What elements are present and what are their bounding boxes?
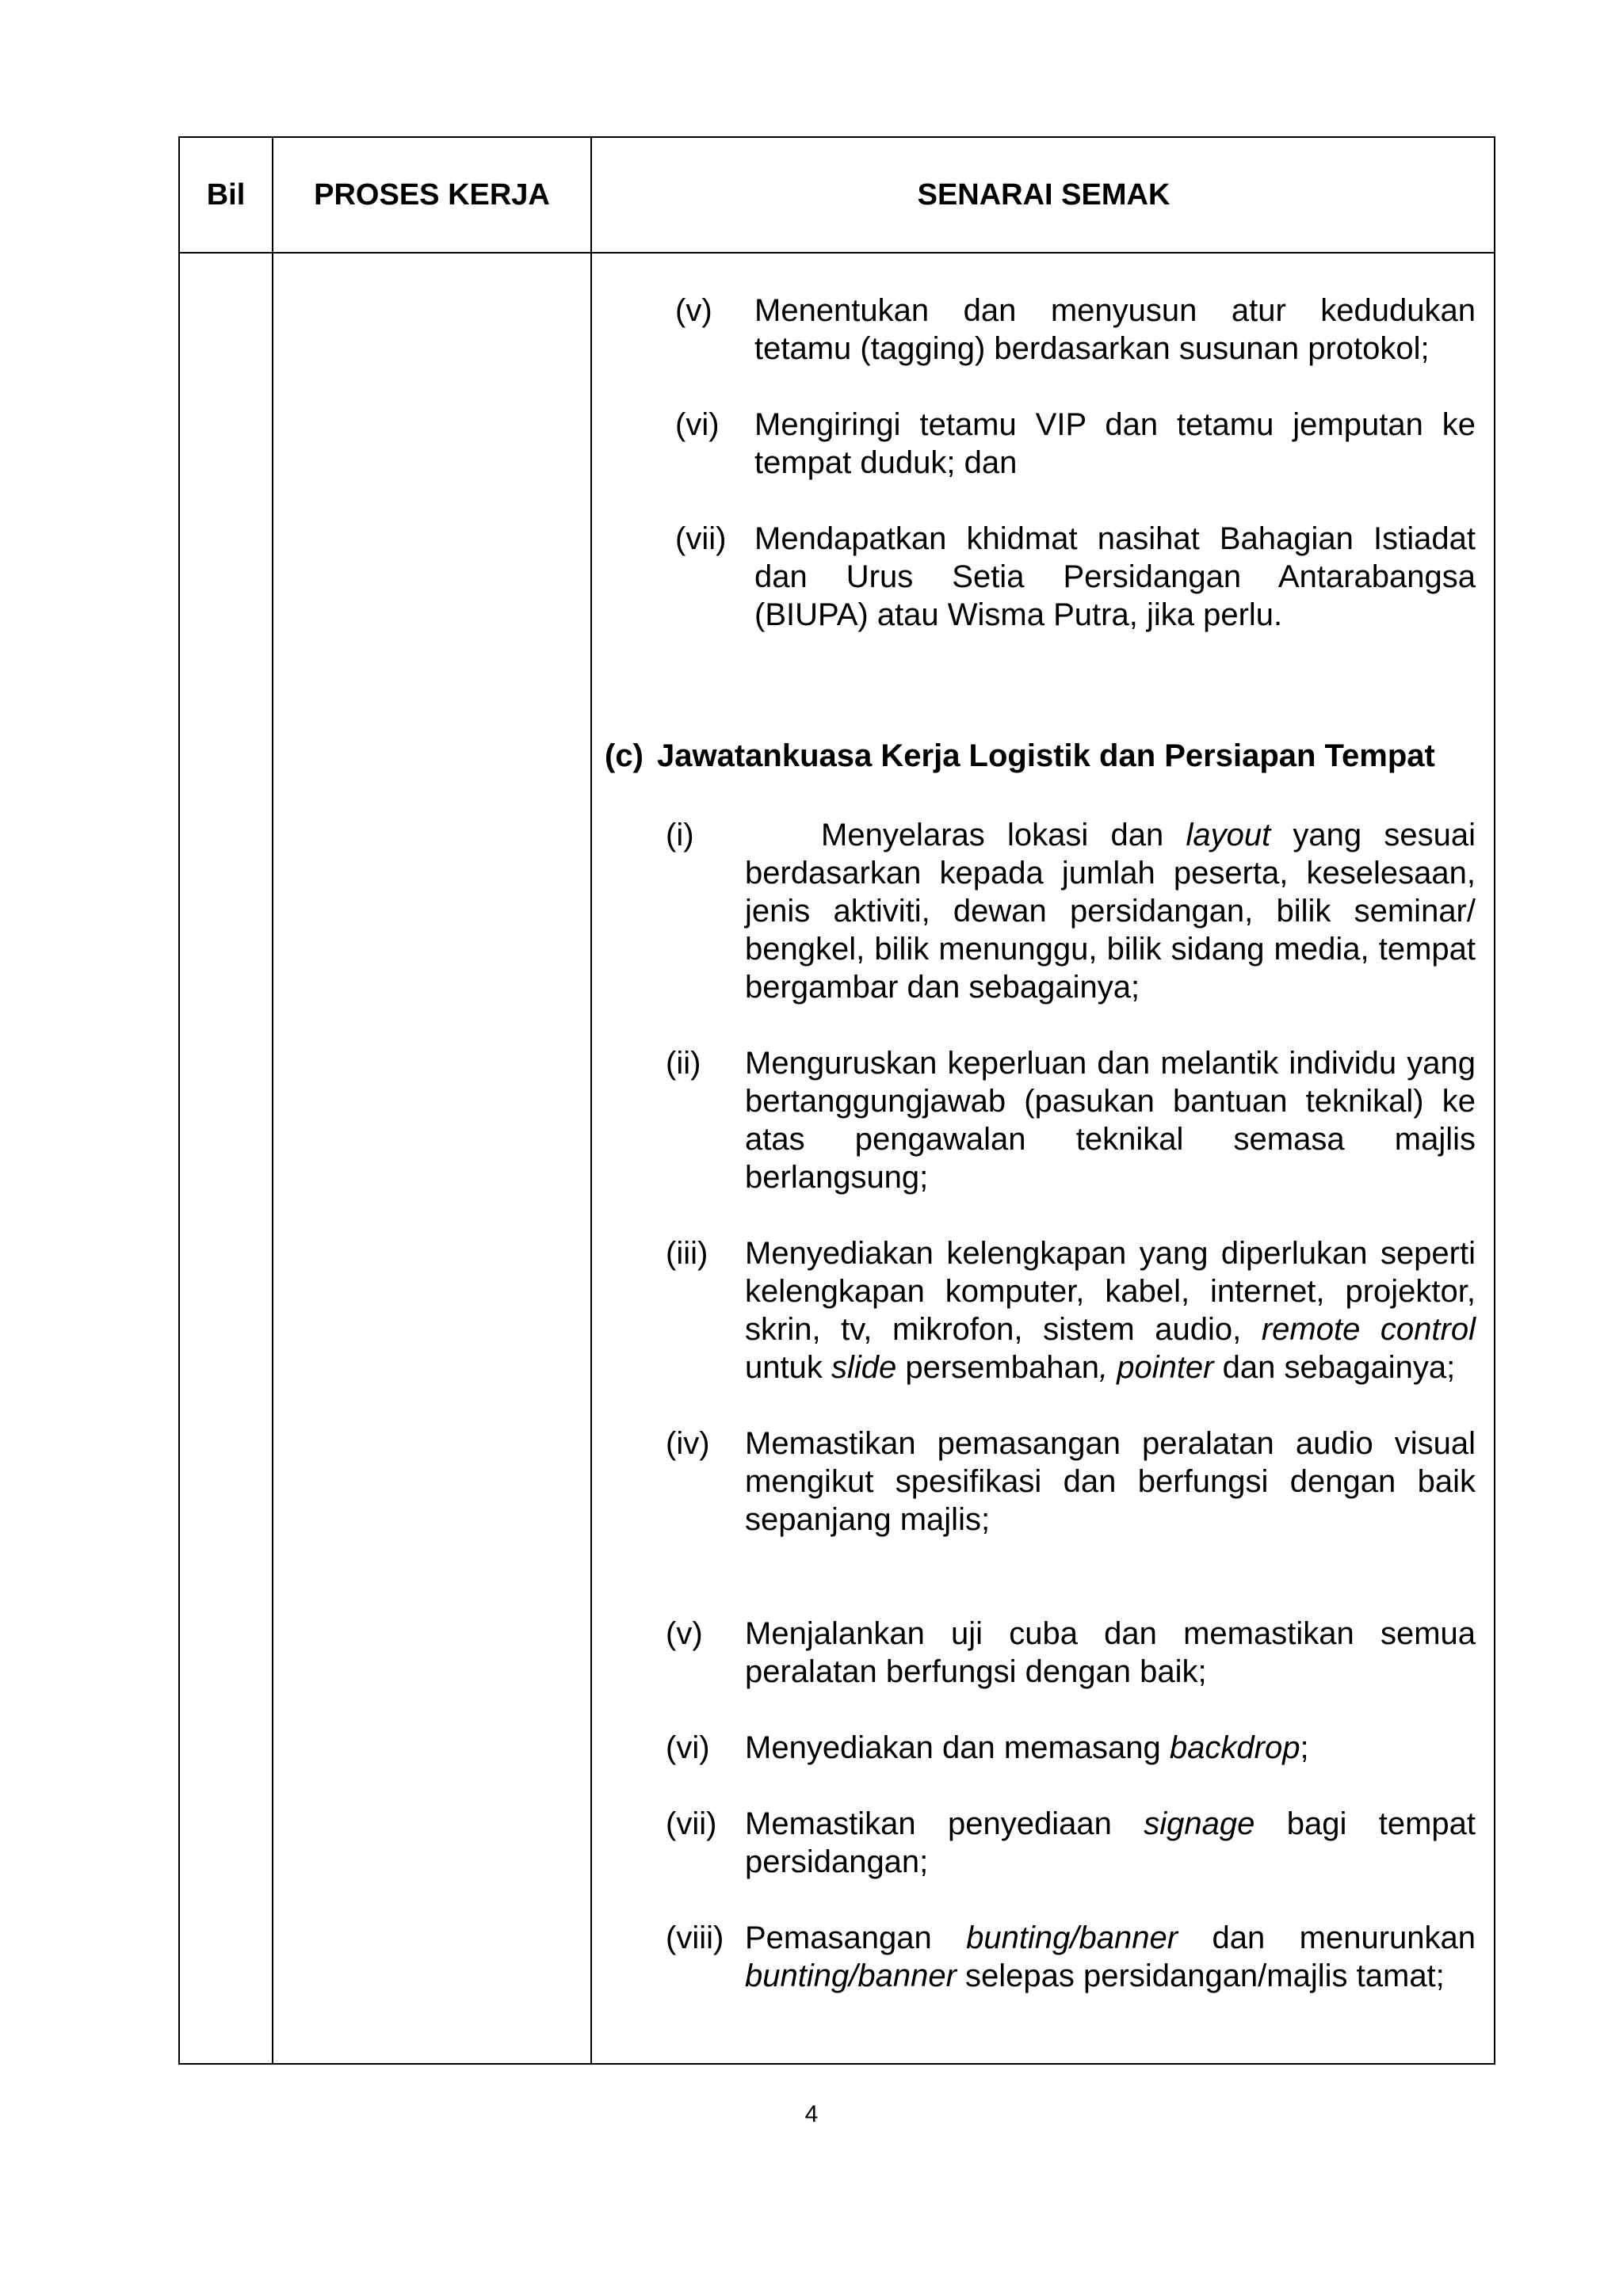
item-text: Mengiringi tetamu VIP dan tetamu jemputan ke tempat duduk; dan — [754, 407, 1476, 480]
list-c — [666, 816, 1476, 1995]
item-text: Menyelaras lokasi dan layout yang sesuai berdasarkan kepada jumlah peserta, keselesaan, jenis aktiviti, dewan persidangan, bilik seminar/ bengkel, bilik menunggu, bilik sidang media, tempat bergambar dan sebagainya; — [745, 818, 1476, 1005]
header-senarai-semak: SENARAI SEMAK — [917, 177, 1170, 212]
item-number: (v) — [675, 293, 712, 328]
header-divider — [180, 252, 1494, 254]
item-number: (vi) — [666, 1730, 710, 1765]
column-divider — [590, 138, 592, 2063]
item-text: Pemasangan bunting/banner dan menurunkan bunting/banner selepas persidangan/majlis tamat; — [745, 1920, 1476, 1993]
item-text: Menentukan dan menyusun atur kedudukan tetamu (tagging) berdasarkan susunan protokol; — [754, 293, 1476, 366]
item-number: (iv) — [666, 1426, 710, 1461]
item-number: (iii) — [666, 1236, 708, 1271]
item-number: (vi) — [675, 407, 720, 442]
item-text: Mendapatkan khidmat nasihat Bahagian Istiadat dan Urus Setia Persidangan Antarabangsa (BIUPA) atau Wisma Putra, jika perlu. — [754, 521, 1476, 632]
item-number: (v) — [666, 1616, 703, 1651]
page-number: 4 — [804, 2101, 819, 2127]
list-item — [675, 406, 1476, 482]
item-number: (vii) — [666, 1806, 717, 1841]
list-item — [675, 520, 1476, 634]
list-item — [666, 1425, 1476, 1539]
item-text: Memastikan pemasangan peralatan audio visual mengikut spesifikasi dan berfungsi dengan baik sepanjang majlis; — [745, 1426, 1476, 1537]
item-number: (viii) — [666, 1920, 724, 1955]
section-label: (c) — [605, 738, 643, 773]
item-text: Menguruskan keperluan dan melantik individu yang bertanggungjawab (pasukan bantuan teknikal) ke atas pengawalan teknikal semasa majlis berlangsung; — [745, 1046, 1476, 1195]
item-number: (vii) — [675, 521, 727, 556]
list-item — [666, 1805, 1476, 1881]
list-item — [675, 292, 1476, 368]
list-item — [666, 816, 1476, 1006]
item-text: Menjalankan uji cuba dan memastikan semua peralatan berfungsi dengan baik; — [745, 1616, 1476, 1689]
section-c-heading — [605, 737, 1435, 775]
section-title: Jawatankuasa Kerja Logistik dan Persiapan Tempat — [657, 738, 1435, 773]
item-number: (i) — [666, 818, 694, 852]
header-proses-kerja: PROSES KERJA — [314, 177, 550, 212]
item-text: Menyediakan dan memasang backdrop; — [745, 1730, 1309, 1765]
list-item — [666, 1615, 1476, 1691]
list-item — [666, 1729, 1476, 1767]
item-text: Menyediakan kelengkapan yang diperlukan seperti kelengkapan komputer, kabel, internet, projektor, skrin, tv, mikrofon, sistem audio, remote control untuk slide persembahan, pointer dan sebagainya; — [745, 1236, 1476, 1385]
list-item — [666, 1919, 1476, 1995]
column-divider — [272, 138, 273, 2063]
list-item — [666, 1234, 1476, 1386]
item-text: Memastikan penyediaan signage bagi tempat persidangan; — [745, 1806, 1476, 1879]
list-item — [666, 1044, 1476, 1196]
item-number: (ii) — [666, 1046, 701, 1081]
header-bil: Bil — [206, 177, 246, 212]
list-b-continued — [675, 292, 1476, 634]
